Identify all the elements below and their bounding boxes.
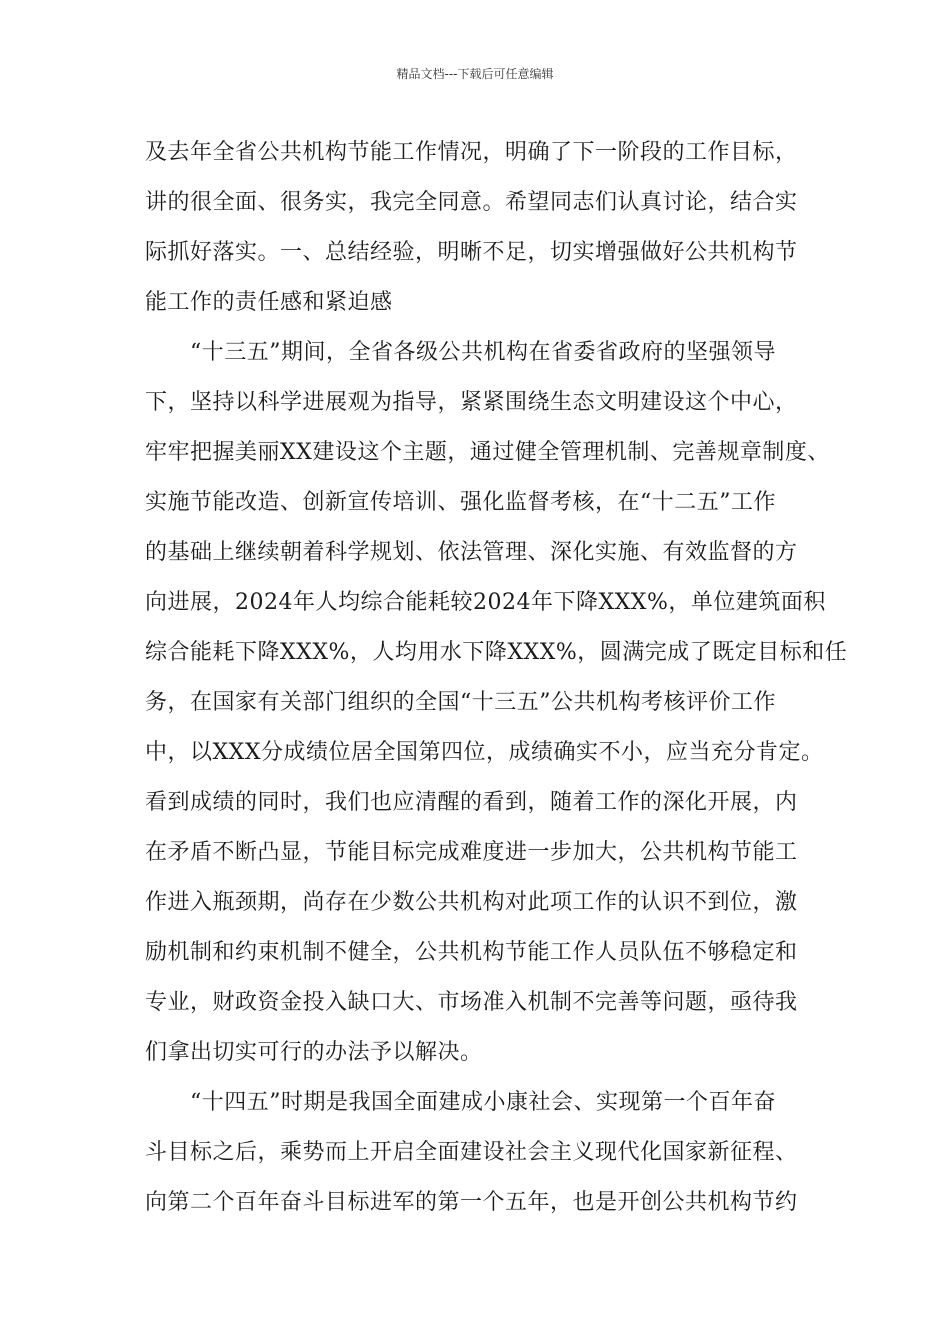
text-line: “十四五”时期是我国全面建成小康社会、实现第一个百年奋 <box>145 1090 776 1115</box>
text-line: 讲的很全面、很务实，我完全同意。希望同志们认真讨论，结合实 <box>145 190 798 215</box>
text-line: 能工作的责任感和紧迫感 <box>145 290 393 315</box>
text-line: 看到成绩的同时，我们也应清醒的看到，随着工作的深化开展，内 <box>145 790 798 815</box>
text-line: 专业，财政资金投入缺口大、市场准入机制不完善等问题，亟待我 <box>145 990 798 1015</box>
text-line: 向进展，2024年人均综合能耗较2024年下降XXX%，单位建筑面积 <box>145 590 826 615</box>
text-line: 向第二个百年奋斗目标进军的第一个五年，也是开创公共机构节约 <box>145 1190 798 1215</box>
text-line: 及去年全省公共机构节能工作情况，明确了下一阶段的工作目标， <box>145 140 798 165</box>
text-line: 作进入瓶颈期，尚存在少数公共机构对此项工作的认识不到位，激 <box>145 890 798 915</box>
text-line: 的基础上继续朝着科学规划、依法管理、深化实施、有效监督的方 <box>145 540 798 565</box>
text-line: 务，在国家有关部门组织的全国“十三五”公共机构考核评价工作 <box>145 690 776 715</box>
text-line: 斗目标之后，乘势而上开启全面建设社会主义现代化国家新征程、 <box>145 1140 798 1165</box>
text-line: 综合能耗下降XXX%，人均用水下降XXX%，圆满完成了既定目标和任 <box>145 640 848 665</box>
page-header: 精品文档---下载后可任意编辑 <box>396 67 554 81</box>
text-line: 际抓好落实。一、总结经验，明晰不足，切实增强做好公共机构节 <box>145 240 798 265</box>
text-line: 中，以XXX分成绩位居全国第四位，成绩确实不小，应当充分肯定。 <box>145 740 824 765</box>
text-line: 在矛盾不断凸显，节能目标完成难度进一步加大，公共机构节能工 <box>145 840 798 865</box>
text-line: 励机制和约束机制不健全，公共机构节能工作人员队伍不够稳定和 <box>145 940 798 965</box>
text-line: 牢牢把握美丽XX建设这个主题，通过健全管理机制、完善规章制度、 <box>145 440 830 465</box>
text-line: “十三五”期间，全省各级公共机构在省委省政府的坚强领导 <box>145 340 776 365</box>
text-line: 们拿出切实可行的办法予以解决。 <box>145 1040 483 1065</box>
text-line: 实施节能改造、创新宣传培训、强化监督考核，在“十二五”工作 <box>145 490 776 515</box>
body-text <box>145 128 848 1228</box>
text-line: 下，坚持以科学进展观为指导，紧紧围绕生态文明建设这个中心， <box>145 390 798 415</box>
